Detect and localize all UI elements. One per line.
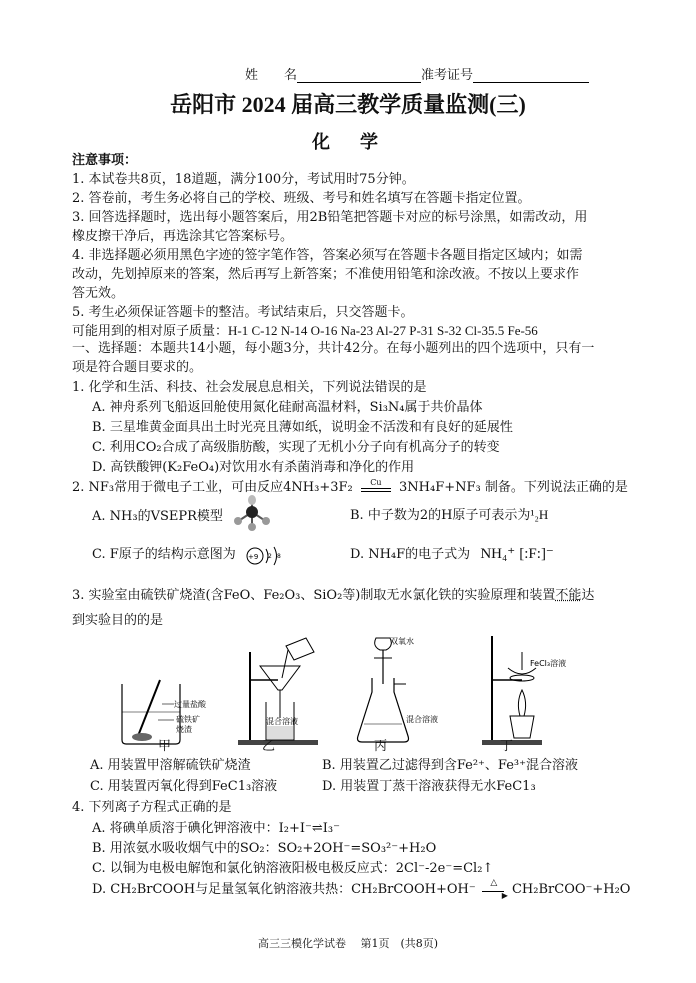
vsepr-model-image bbox=[230, 494, 276, 534]
q1-stem: 1. 化学和生活、科技、社会发展息息相关，下列说法错误的是 bbox=[72, 380, 427, 395]
notice-item: 答无效。 bbox=[72, 286, 125, 301]
q2-option-d[interactable] bbox=[350, 546, 554, 563]
label-excess-hcl: 过量盐酸 bbox=[174, 700, 206, 709]
nh4-cation: NH₄⁺ bbox=[480, 546, 516, 562]
notice-item: 改动，先划掉原来的答案，然后再写上新答案；不准使用铅笔和涂改液。不按以上要求作 bbox=[72, 267, 580, 282]
q3-option-d[interactable]: D. 用装置丁蒸干溶液获得无水FeC1₃ bbox=[322, 779, 536, 794]
q3-stem-cont: 到实验目的的是 bbox=[72, 613, 164, 628]
q2-option-c[interactable] bbox=[92, 546, 236, 563]
label-fecl3: FeCl₃溶液 bbox=[530, 659, 567, 668]
q2-option-c-text: C. F原子的结构示意图为 bbox=[92, 547, 236, 562]
q2-option-b-text: B. 中子数为2的H原子可表示为 bbox=[350, 508, 531, 523]
notice-item: 4. 非选择题必须用黑色字迹的签字笔作答，答案必须写在答题卡各题目指定区域内；如需 bbox=[72, 248, 583, 263]
label-bing: 丙 bbox=[374, 739, 388, 754]
f-anion: [:F:]⁻ bbox=[519, 546, 554, 562]
apparatus-bing bbox=[358, 638, 409, 742]
f-atom-structure-diagram bbox=[245, 544, 285, 568]
notice-heading: 注意事项： bbox=[72, 153, 138, 168]
label-mix1: 混合溶液 bbox=[266, 717, 298, 726]
section-heading: 一、选择题：本题共14小题，每小题3分，共计42分。在每小题列出的四个选项中，只有一 bbox=[72, 341, 595, 356]
apparatus-diagrams bbox=[110, 632, 650, 750]
q4-option-b[interactable]: B. 用浓氨水吸收烟气中的SO₂：SO₂+2OH⁻=SO₃²⁻+H₂O bbox=[92, 841, 437, 856]
apparatus-ding bbox=[482, 636, 542, 745]
q2-stem bbox=[72, 479, 628, 496]
id-blank[interactable] bbox=[473, 68, 589, 83]
q2-stem-part2: 3NH₄F+NF₃ 制备。下列说法正确的是 bbox=[399, 480, 628, 495]
page-footer: 高三三模化学试卷 第1页 (共8页) bbox=[257, 937, 439, 950]
q1-option-d[interactable]: D. 高铁酸钾(K₂FeO₄)对饮用水有杀菌消毒和净化的作用 bbox=[92, 460, 415, 475]
q4-option-a[interactable]: A. 将碘单质溶于碘化钾溶液中：I₂+I⁻⇌I₃⁻ bbox=[92, 821, 340, 836]
name-blank[interactable] bbox=[297, 68, 421, 83]
q2-option-b[interactable] bbox=[350, 506, 548, 524]
heat-symbol: △ bbox=[490, 878, 498, 888]
label-ore: 硫铁矿 bbox=[176, 715, 200, 724]
label-jia: 甲 bbox=[158, 739, 172, 754]
apparatus-yi bbox=[238, 638, 318, 745]
q4-option-d-text: D. CH₂BrCOOH与足量氢氧化钠溶液共热：CH₂BrCOOH+OH⁻ bbox=[92, 882, 476, 897]
svg-text:+9: +9 bbox=[248, 553, 259, 561]
q3-stem-end: 达 bbox=[581, 588, 595, 603]
q1-option-c[interactable]: C. 利用CO₂合成了高级脂肪酸，实现了无机小分子向有机高分子的转变 bbox=[92, 440, 500, 455]
notice-item: 5. 考生必须保证答题卡的整洁。考试结束后，只交答题卡。 bbox=[72, 305, 414, 320]
q4-option-c[interactable]: C. 以铜为电极电解饱和氯化钠溶液阳极电极反应式：2Cl⁻-2e⁻=Cl₂↑ bbox=[92, 861, 494, 876]
q2-option-d-text: D. NH₄F的电子式为 bbox=[350, 547, 471, 562]
q4-stem: 4. 下列离子方程式正确的是 bbox=[72, 800, 232, 815]
name-field bbox=[245, 64, 589, 83]
section-heading-cont: 项是符合题目要求的。 bbox=[72, 360, 203, 375]
q1-option-a[interactable]: A. 神舟系列飞船返回舱使用氮化硅耐高温材料，Si₃N₄属于共价晶体 bbox=[92, 400, 483, 415]
q3-emphasis: 不能 bbox=[555, 588, 582, 603]
atomic-mass: 可能用到的相对原子质量：H-1 C-12 N-14 O-16 Na-23 Al-27 P-31 S-32 Cl-35.5 Fe-56 bbox=[72, 323, 538, 338]
name-label: 姓 名 bbox=[245, 68, 298, 83]
label-yi: 乙 bbox=[262, 739, 276, 754]
q3-option-c[interactable]: C. 用装置丙氧化得到FeC1₃溶液 bbox=[90, 779, 278, 794]
q3-stem-text: 3. 实验室由硫铁矿烧渣(含FeO、Fe₂O₃、SiO₂等)制取无水氯化铁的实验原理和装置 bbox=[72, 588, 556, 603]
isotope-formula: ¹₂H bbox=[530, 507, 549, 522]
label-ore2: 烧渣 bbox=[176, 725, 192, 734]
svg-text:8: 8 bbox=[277, 553, 281, 560]
exam-title: 岳阳市 2024 届高三教学质量监测(三) bbox=[170, 92, 526, 117]
id-label: 准考证号 bbox=[421, 68, 474, 83]
q2-option-a-text: A. NH₃的VSEPR模型 bbox=[92, 509, 223, 524]
label-ding: 丁 bbox=[500, 739, 514, 754]
q4-option-d[interactable]: D. CH₂BrCOOH与足量氢氧化钠溶液共热：CH₂BrCOOH+OH⁻ △ ▶ CH₂BrCOO⁻+H₂O bbox=[92, 881, 630, 898]
subject-title: 化 学 bbox=[312, 132, 384, 152]
catalyst-label: Cu bbox=[370, 478, 382, 487]
apparatus-jia bbox=[122, 680, 180, 744]
q3-option-a[interactable]: A. 用装置甲溶解硫铁矿烧渣 bbox=[90, 758, 251, 773]
notice-item: 2. 答卷前，考生务必将自己的学校、班级、考号和姓名填写在答题卡指定位置。 bbox=[72, 191, 531, 206]
notice-item: 橡皮擦干净后，再选涂其它答案标号。 bbox=[72, 229, 294, 244]
notice-item: 3. 回答选择题时，选出每小题答案后，用2B铅笔把答题卡对应的标号涂黑，如需改动，用 bbox=[72, 210, 588, 225]
label-h2o2: 双氧水 bbox=[390, 637, 414, 646]
notice-item: 1. 本试卷共8页，18道题，满分100分，考试用时75分钟。 bbox=[72, 172, 415, 187]
q3-stem bbox=[72, 587, 594, 604]
svg-text:2: 2 bbox=[268, 553, 272, 560]
q2-option-a[interactable] bbox=[92, 508, 223, 525]
q3-option-b[interactable]: B. 用装置乙过滤得到含Fe²⁺、Fe³⁺混合溶液 bbox=[322, 758, 578, 773]
q2-stem-part1: 2. NF₃常用于微电子工业，可由反应4NH₃+3F₂ bbox=[72, 480, 353, 495]
q4-option-d-product: CH₂BrCOO⁻+H₂O bbox=[511, 882, 631, 897]
label-mix2: 混合溶液 bbox=[406, 715, 438, 724]
q1-option-b[interactable]: B. 三星堆黄金面具出土时光亮且薄如纸，说明金不活泼和有良好的延展性 bbox=[92, 420, 513, 435]
